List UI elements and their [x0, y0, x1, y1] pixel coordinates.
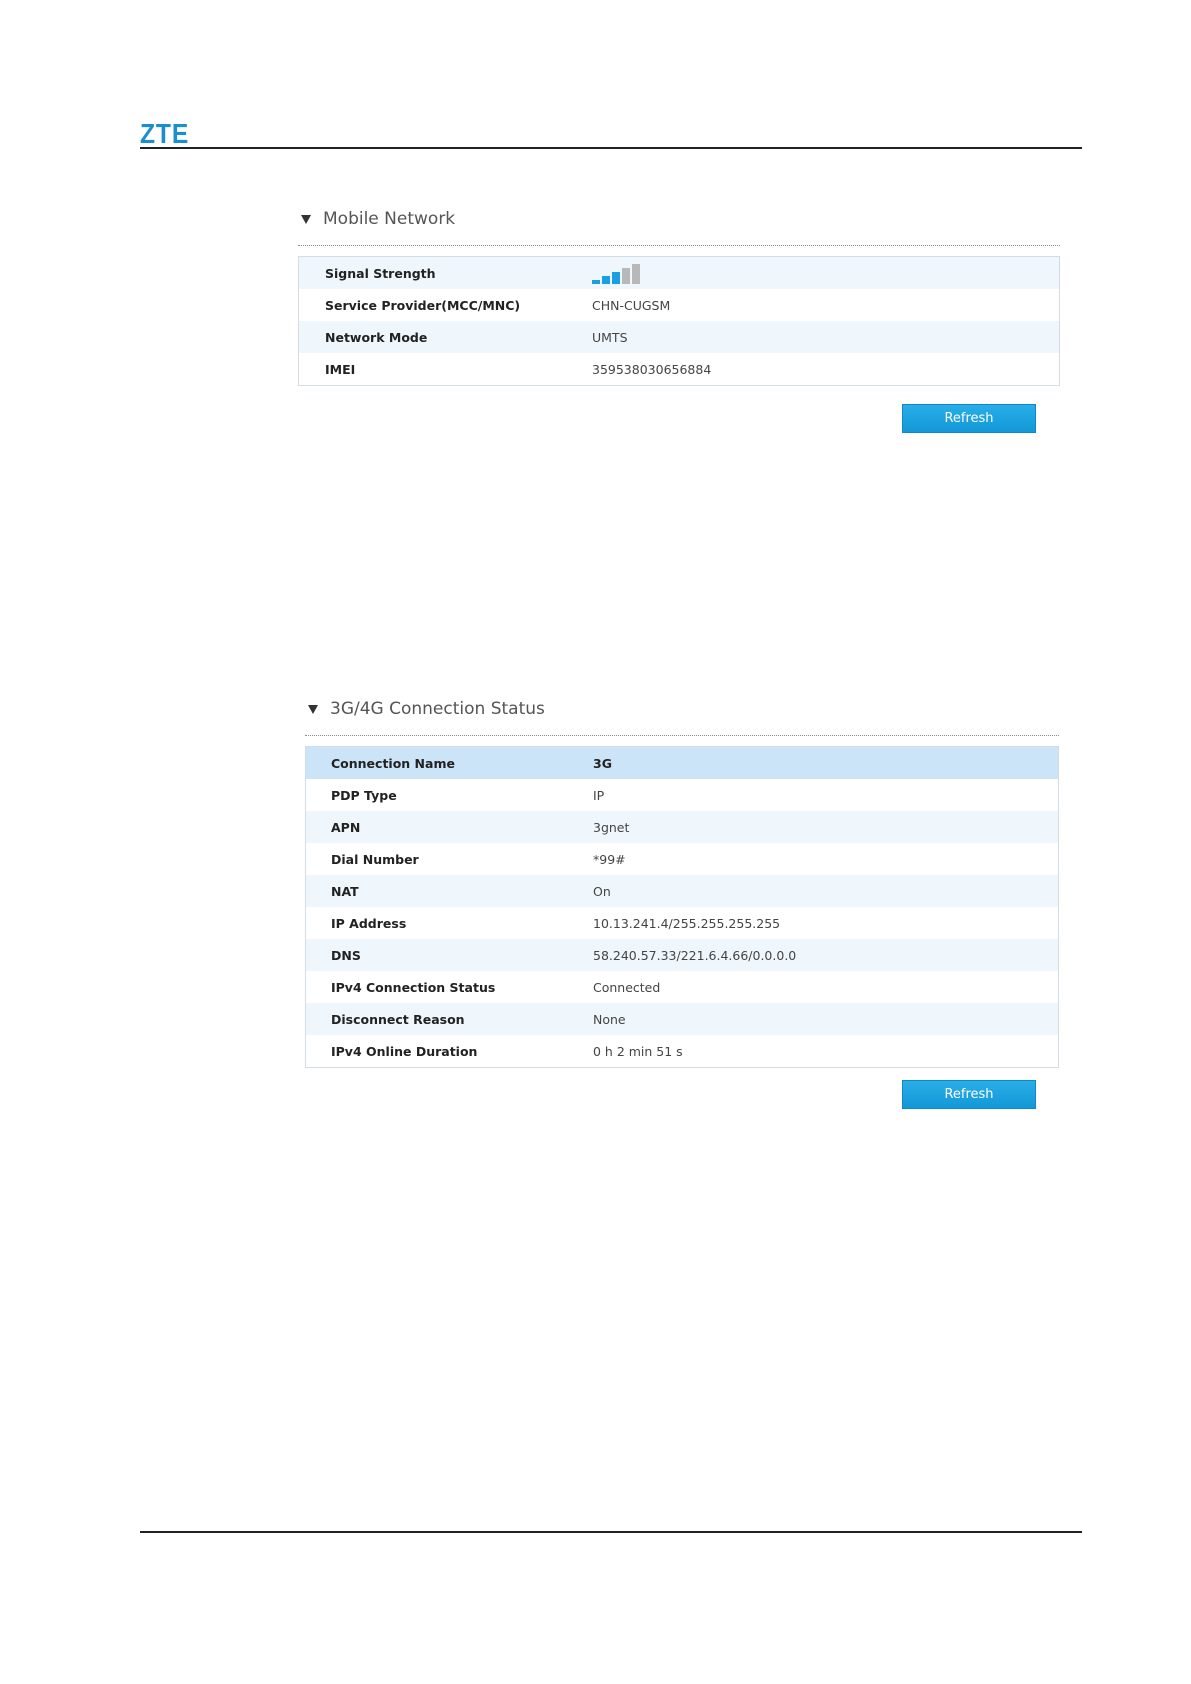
row-label: Signal Strength	[325, 265, 436, 281]
table-row	[299, 289, 1059, 321]
row-label: Network Mode	[325, 329, 428, 345]
row-label: Disconnect Reason	[331, 1011, 465, 1027]
row-value: Connected	[593, 979, 661, 995]
table-row	[306, 747, 1058, 779]
row-value: None	[593, 1011, 626, 1027]
row-value: IP	[593, 787, 605, 803]
row-label: PDP Type	[331, 787, 397, 803]
row-label: IP Address	[331, 915, 407, 931]
row-value: 0 h 2 min 51 s	[593, 1043, 683, 1059]
row-value: 10.13.241.4/255.255.255.255	[593, 915, 781, 931]
signal-bar	[602, 276, 610, 284]
section-divider	[298, 245, 1060, 246]
refresh-button[interactable]: Refresh	[902, 1080, 1036, 1109]
connection-status-title: 3G/4G Connection Status	[330, 699, 545, 719]
row-label: APN	[331, 819, 361, 835]
section-divider	[305, 735, 1059, 736]
row-value: UMTS	[592, 329, 628, 345]
row-label: NAT	[331, 883, 359, 899]
refresh-button[interactable]: Refresh	[902, 404, 1036, 433]
connection-status-table	[305, 746, 1059, 1068]
mobile-network-header[interactable]	[298, 205, 1060, 233]
table-row	[306, 1035, 1058, 1067]
signal-bar	[592, 280, 600, 284]
footer-rule	[140, 1531, 1082, 1533]
connection-status-section	[305, 695, 1059, 1068]
row-label: IPv4 Connection Status	[331, 979, 496, 995]
table-row	[306, 939, 1058, 971]
table-row	[306, 843, 1058, 875]
table-row	[306, 971, 1058, 1003]
mobile-network-table	[298, 256, 1060, 386]
header-rule	[140, 147, 1082, 149]
collapse-triangle-icon[interactable]	[301, 215, 311, 224]
table-row	[306, 811, 1058, 843]
row-value: On	[593, 883, 611, 899]
table-row	[306, 779, 1058, 811]
row-value: 3gnet	[593, 819, 630, 835]
signal-strength-icon	[592, 262, 640, 284]
zte-logo: ZTE	[140, 118, 190, 149]
row-value: 58.240.57.33/221.6.4.66/0.0.0.0	[593, 947, 797, 963]
signal-bar	[632, 264, 640, 284]
table-row	[299, 257, 1059, 289]
connection-status-header[interactable]	[305, 695, 1059, 723]
table-row	[299, 353, 1059, 385]
signal-strength-value	[592, 262, 640, 284]
table-row	[299, 321, 1059, 353]
row-value: 3G	[593, 755, 612, 771]
table-row	[306, 907, 1058, 939]
table-row	[306, 1003, 1058, 1035]
row-label: Dial Number	[331, 851, 419, 867]
row-label: Service Provider(MCC/MNC)	[325, 297, 521, 313]
row-label: IPv4 Online Duration	[331, 1043, 478, 1059]
row-label: IMEI	[325, 361, 356, 377]
row-label: DNS	[331, 947, 361, 963]
row-label: Connection Name	[331, 755, 455, 771]
row-value: CHN-CUGSM	[592, 297, 671, 313]
row-value: *99#	[593, 851, 626, 867]
table-row	[306, 875, 1058, 907]
mobile-network-title: Mobile Network	[323, 209, 456, 229]
collapse-triangle-icon[interactable]	[308, 705, 318, 714]
row-value: 359538030656884	[592, 361, 712, 377]
signal-bar	[612, 272, 620, 284]
mobile-network-section	[298, 205, 1060, 386]
signal-bar	[622, 268, 630, 284]
